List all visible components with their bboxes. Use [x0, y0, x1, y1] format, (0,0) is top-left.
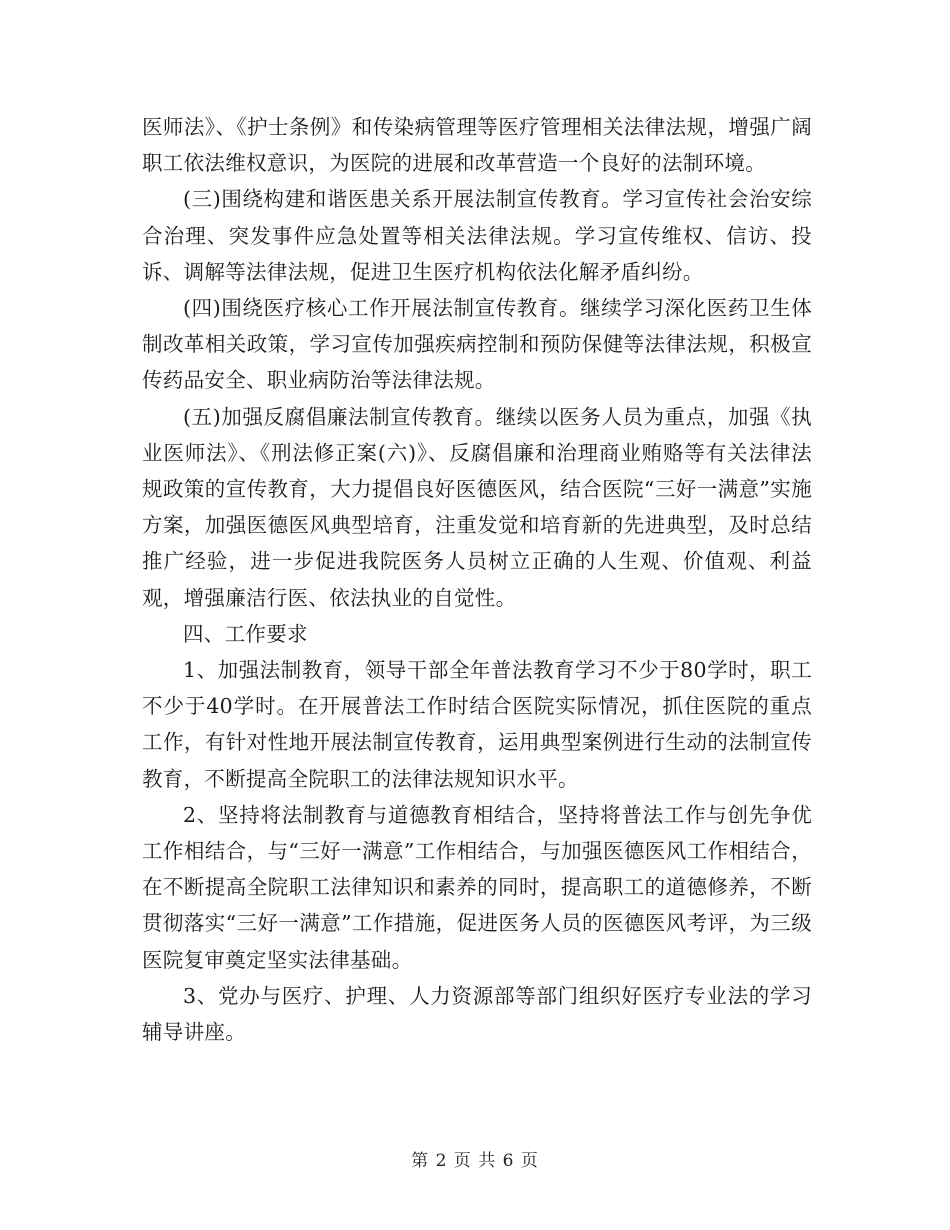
paragraph-item-4: (四)围绕医疗核心工作开展法制宣传教育。继续学习深化医药卫生体制改革相关政策，学习宣传加强疾病控制和预防保健等法律法规，积极宣传药品安全、职业病防治等法律法规。	[142, 296, 812, 393]
requirement-item-1: 1、加强法制教育，领导干部全年普法教育学习不少于80学时，职工不少于40学时。在开展普法工作时结合医院实际情况，抓住医院的重点工作，有针对性地开展法制宣传教育，运用典型案例进行生动的法制宣传教育，不断提高全院职工的法律法规知识水平。	[142, 658, 812, 791]
page-number-footer: 第 2 页 共 6 页	[411, 1151, 539, 1171]
requirement-item-3: 3、党办与医疗、护理、人力资源部等部门组织好医疗专业法的学习辅导讲座。	[142, 983, 812, 1045]
paragraph-item-5: (五)加强反腐倡廉法制宣传教育。继续以医务人员为重点，加强《执业医师法》、《刑法修正案(六)》、反腐倡廉和治理商业贿赂等有关法律法规政策的宣传教育，大力提倡良好医德医风，结合医院“三好一满意”实施方案，加强医德医风典型培育，注重发觉和培育新的先进典型，及时总结推广经验，进一步促进我院医务人员树立正确的人生观、价值观、利益观，增强廉洁行医、依法执业的自觉性。	[142, 404, 812, 610]
requirement-item-2: 2、坚持将法制教育与道德教育相结合，坚持将普法工作与创先争优工作相结合，与“三好一满意”工作相结合，与加强医德医风工作相结合，在不断提高全院职工法律知识和素养的同时，提高职工的道德修养，不断贯彻落实“三好一满意”工作措施，促进医务人员的医德医风考评，为三级医院复审奠定坚实法律基础。	[142, 802, 812, 972]
paragraph-continued: 医师法》、《护士条例》和传染病管理等医疗管理相关法律法规，增强广阔职工依法维权意识，为医院的进展和改革营造一个良好的法制环境。	[142, 115, 812, 176]
section-heading: 四、工作要求	[183, 621, 308, 646]
paragraph-item-3: (三)围绕构建和谐医患关系开展法制宣传教育。学习宣传社会治安综合治理、突发事件应急处置等相关法律法规。学习宣传维权、信访、投诉、调解等法律法规，促进卫生医疗机构依法化解矛盾纠纷。	[142, 187, 812, 284]
document-body	[142, 109, 812, 1050]
